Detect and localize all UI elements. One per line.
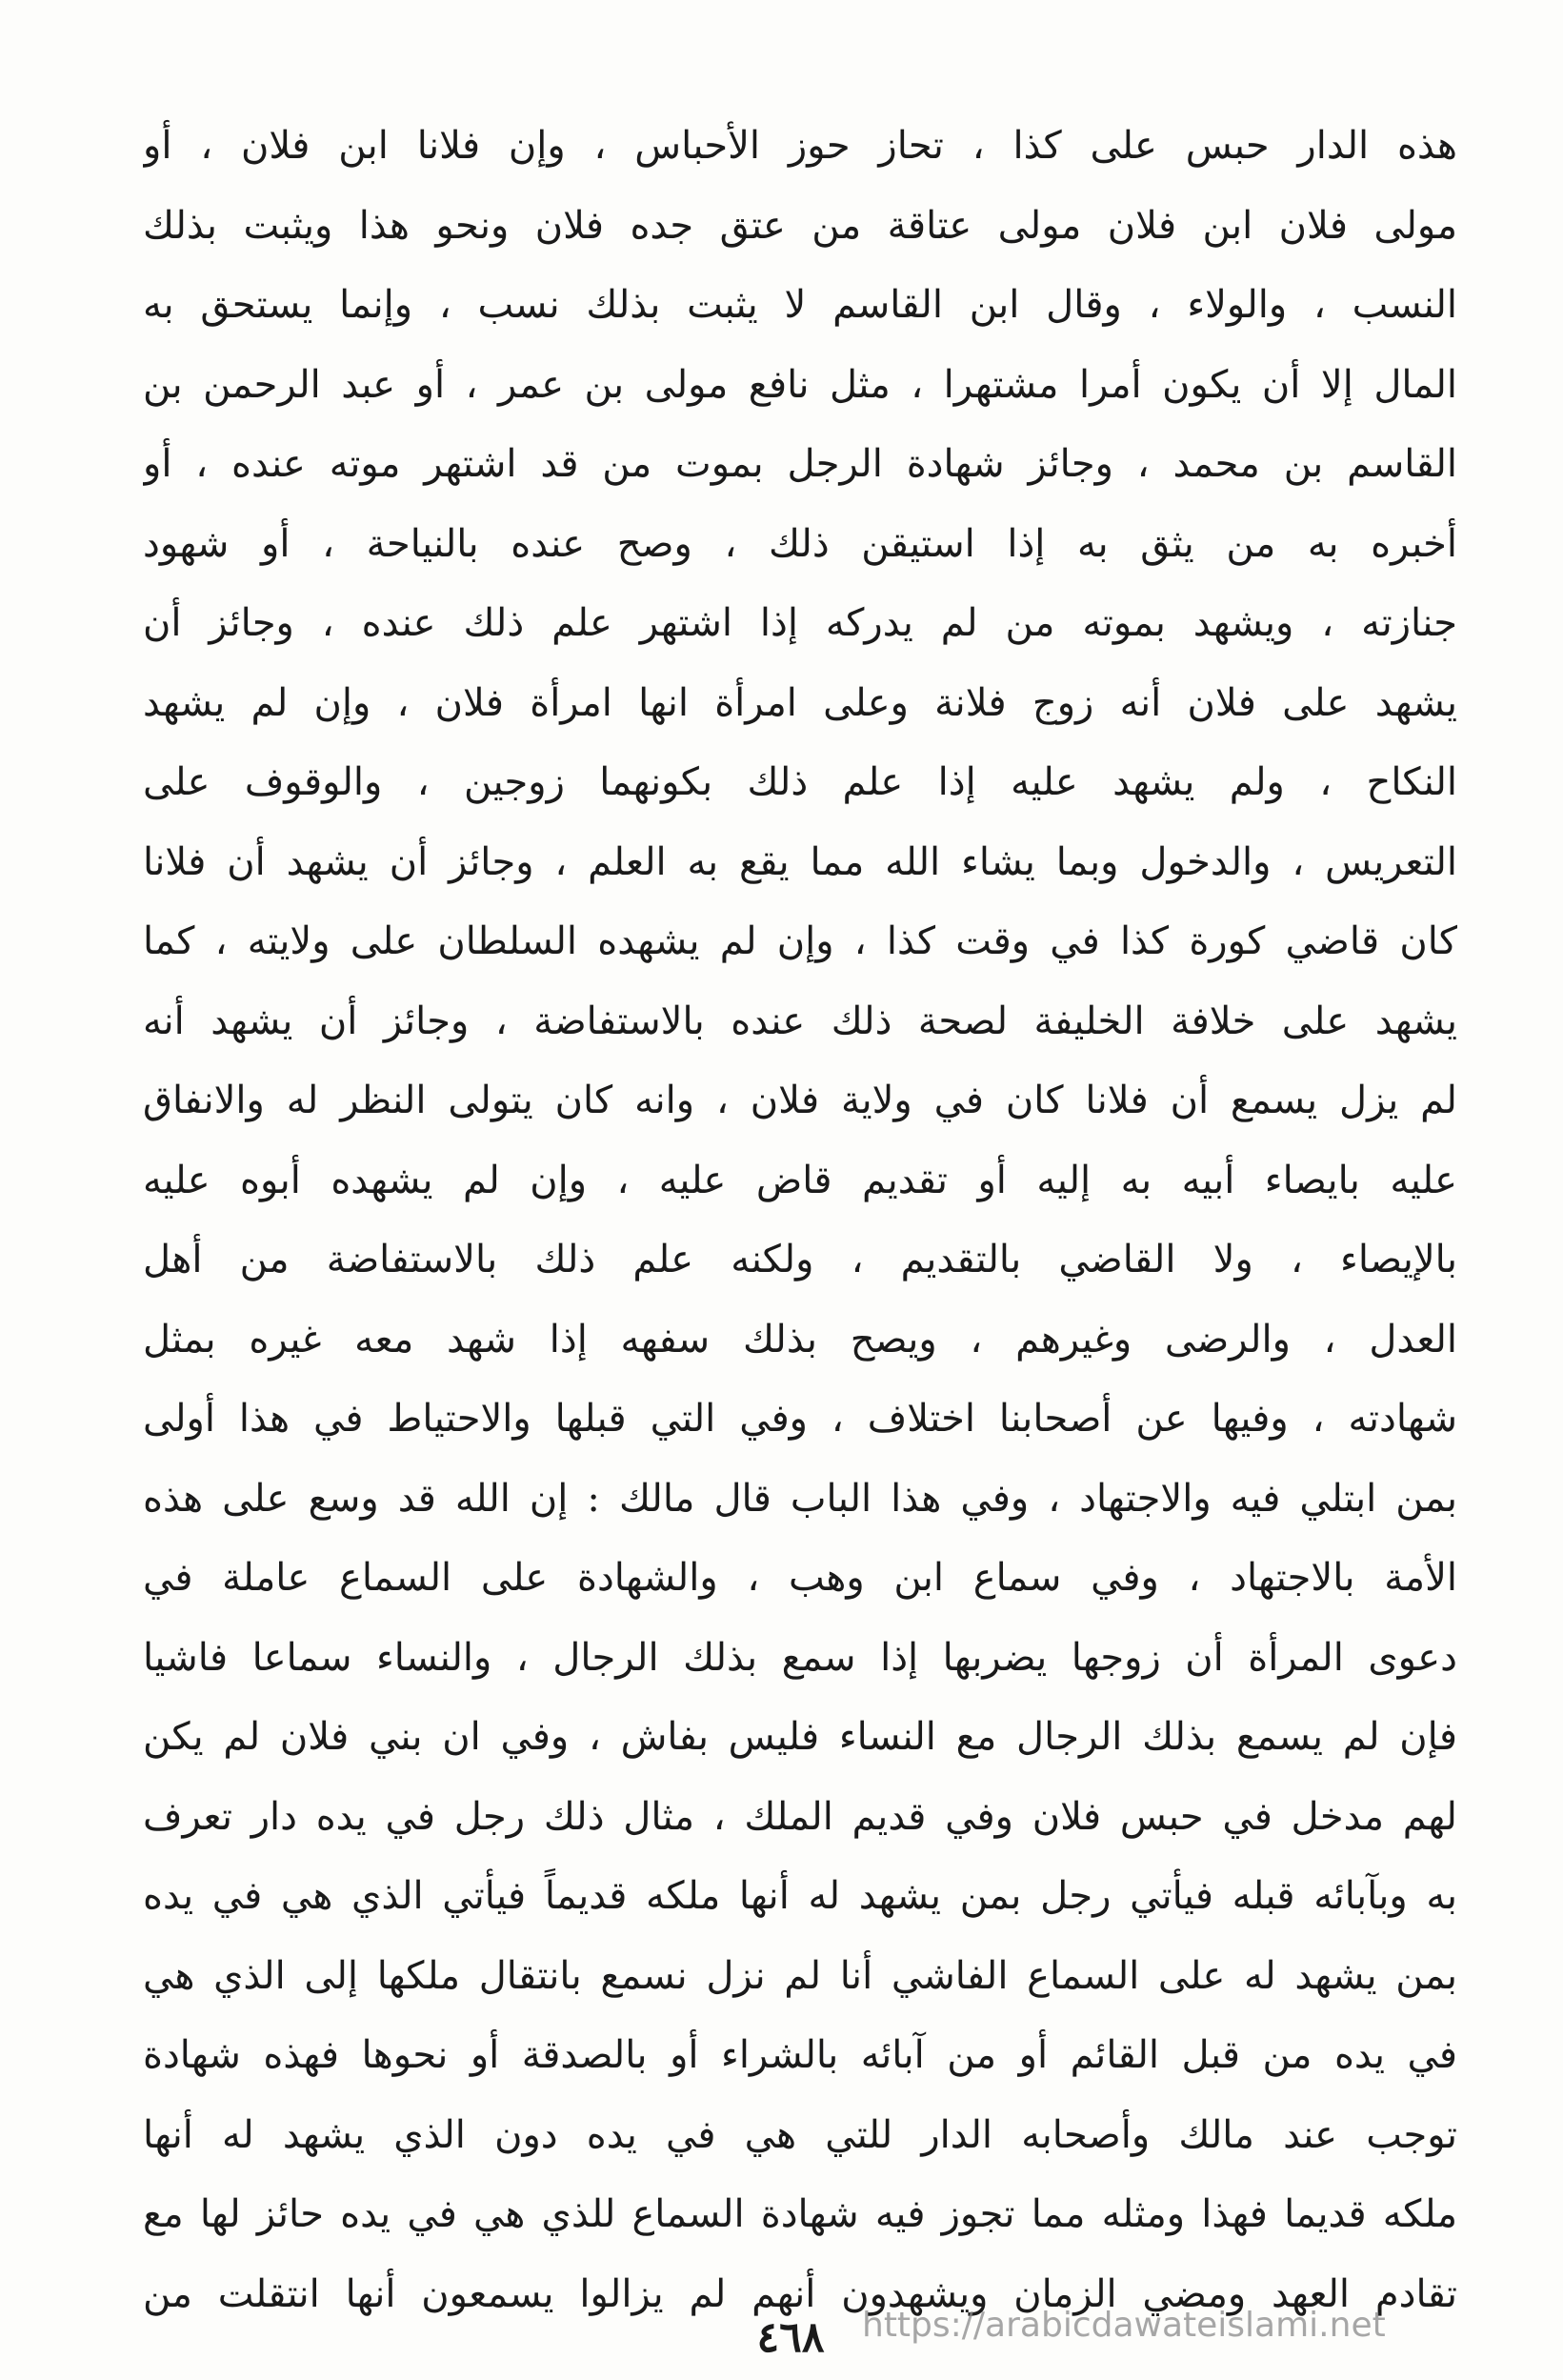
text-line: في يده من قبل القائم أو من آبائه بالشراء أو بالصدقة أو نحوها فهذه شهادة bbox=[143, 2033, 1457, 2077]
text-line: به وبآبائه قبله فيأتي رجل بمن يشهد له أنها ملكه قديماً فيأتي الذي هي في يده bbox=[143, 1874, 1457, 1918]
text-line: مولى فلان ابن فلان مولى عتاقة من عتق جده فلان ونحو هذا ويثبت بذلك bbox=[143, 203, 1457, 248]
text-line: بالإيصاء ، ولا القاضي بالتقديم ، ولكنه علم ذلك بالاستفاضة من أهل bbox=[143, 1238, 1457, 1281]
page-footer bbox=[0, 2306, 1563, 2380]
text-line: دعوى المرأة أن زوجها يضربها إذا سمع بذلك الرجال ، والنساء سماعا فاشيا bbox=[143, 1635, 1457, 1680]
text-line: يشهد على خلافة الخليفة لصحة ذلك عنده بالاستفاضة ، وجائز أن يشهد أنه bbox=[143, 998, 1457, 1043]
text-line: توجب عند مالك وأصحابه الدار للتي هي في يده دون الذي يشهد له أنها bbox=[143, 2112, 1457, 2157]
text-line: النكاح ، ولم يشهد عليه إذا علم ذلك بكونهما زوجين ، والوقوف على bbox=[143, 760, 1457, 804]
watermark-url: https://arabicdawateislami.net bbox=[862, 2306, 1386, 2345]
text-line: بمن ابتلي فيه والاجتهاد ، وفي هذا الباب قال مالك : إن الله قد وسع على هذه bbox=[143, 1476, 1457, 1521]
text-line: هذه الدار حبس على كذا ، تحاز حوز الأحباس ، وإن فلانا ابن فلان ، أو bbox=[143, 124, 1457, 168]
text-line: يشهد على فلان أنه زوج فلانة وعلى امرأة انها امرأة فلان ، وإن لم يشهد bbox=[143, 680, 1457, 725]
text-line: شهادته ، وفيها عن أصحابنا اختلاف ، وفي التي قبلها والاحتياط في هذا أولى bbox=[143, 1397, 1457, 1441]
text-line: النسب ، والولاء ، وقال ابن القاسم لا يثبت بذلك نسب ، وإنما يستحق به bbox=[143, 283, 1457, 327]
text-line: الأمة بالاجتهاد ، وفي سماع ابن وهب ، والشهادة على السماع عاملة في bbox=[143, 1556, 1457, 1600]
text-line: المال إلا أن يكون أمرا مشتهرا ، مثل نافع مولى بن عمر ، أو عبد الرحمن بن bbox=[143, 362, 1457, 407]
text-line: تقادم العهد ومضي الزمان ويشهدون أنهم لم يزالوا يسمعون أنها انتقلت من bbox=[143, 2271, 1457, 2316]
text-line: بمن يشهد له على السماع الفاشي أنا لم نزل نسمع بانتقال ملكها إلى الذي هي bbox=[143, 1953, 1457, 1998]
text-line: جنازته ، ويشهد بموته من لم يدركه إذا اشتهر علم ذلك عنده ، وجائز أن bbox=[143, 601, 1457, 645]
text-line: القاسم بن محمد ، وجائز شهادة الرجل بموت من قد اشتهر موته عنده ، أو bbox=[143, 442, 1457, 486]
text-line: أخبره به من يثق به إذا استيقن ذلك ، وصح عنده بالنياحة ، أو شهود bbox=[143, 521, 1457, 566]
text-line: كان قاضي كورة كذا في وقت كذا ، وإن لم يشهده السلطان على ولايته ، كما bbox=[143, 919, 1457, 963]
text-line: عليه بايصاء أبيه به إليه أو تقديم قاض عليه ، وإن لم يشهده أبوه عليه bbox=[143, 1158, 1457, 1202]
text-line: لم يزل يسمع أن فلانا كان في ولاية فلان ، وانه كان يتولى النظر له والانفاق bbox=[143, 1079, 1457, 1122]
text-line: التعريس ، والدخول وبما يشاء الله مما يقع به العلم ، وجائز أن يشهد أن فلانا bbox=[143, 839, 1457, 884]
body-text bbox=[143, 107, 1457, 2334]
text-line: العدل ، والرضى وغيرهم ، ويصح بذلك سفهه إذا شهد معه غيره بمثل bbox=[143, 1317, 1457, 1361]
page-number: ٤٦٨ bbox=[756, 2313, 825, 2362]
text-line: لهم مدخل في حبس فلان وفي قديم الملك ، مثال ذلك رجل في يده دار تعرف bbox=[143, 1794, 1457, 1839]
text-line: ملكه قديما فهذا ومثله مما تجوز فيه شهادة السماع للذي هي في يده حائز لها مع bbox=[143, 2192, 1457, 2236]
text-line: فإن لم يسمع بذلك الرجال مع النساء فليس بفاش ، وفي ان بني فلان لم يكن bbox=[143, 1715, 1457, 1759]
